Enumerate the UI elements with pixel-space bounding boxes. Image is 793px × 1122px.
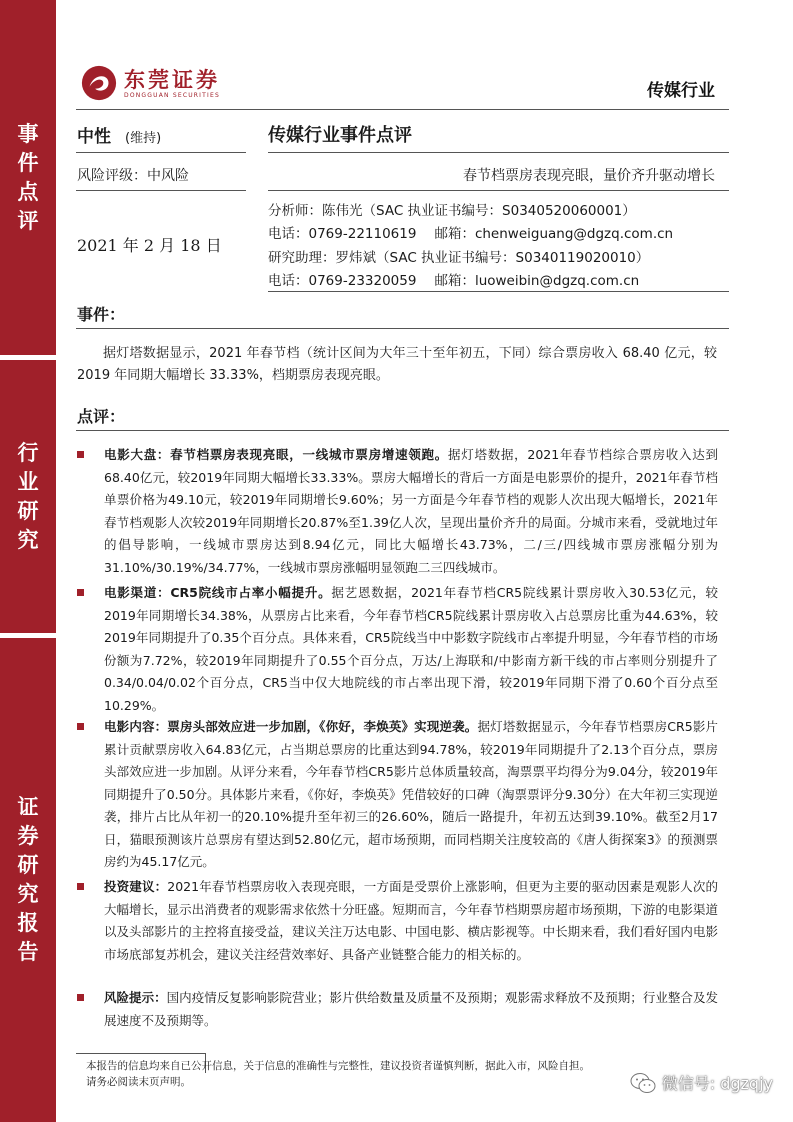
bullet-text: 国内疫情反复影响影院营业；影片供给数量及质量不及预期；观影需求释放不及预期；行业整合及发展速度不及预期等。 [104, 990, 718, 1028]
analyst-email: 邮箱：chenweiguang@dgzq.com.cn [434, 226, 674, 242]
assistant-phone: 电话：0769-23320059 [268, 273, 417, 289]
analyst-phone: 电话：0769-22110619 [268, 226, 417, 242]
bullet-square-icon [77, 994, 84, 1001]
bullet-lead: 电影渠道：CR5院线市占率小幅提升。 [104, 585, 332, 600]
wechat-id: 微信号: dgzqjy [661, 1074, 773, 1093]
bullet-text: 据灯塔数据显示，今年春节档票房CR5影片累计贡献票房收入64.83亿元，占当期总票房的比重达到94.78%，较2019年同期提升了2.13个百分点，票房头部效应进一步加剧。从评分来看，今年春节档CR5影片总体质量较高，淘票票平均得分为9.04分，较2019年同期提升了0.50分。具体影片来看，《你好，李焕英》凭借较好的口碑（淘票票评分9.30分）在大年初三实现逆袭，排片占比从年初一的20.10%提升至年初三的26.60%，随后一路提升，年初五达到39.10%。截至2月17日，猫眼预测该片总票房有望达到52.80亿元，超市场预期，而同档期关注度较高的《唐人街探案3》的预测票房约为45.17亿元。 [104, 719, 718, 869]
comment-bullet-investment [77, 876, 718, 966]
sidebar-block-securities-report [0, 638, 56, 1122]
sidebar-label: 事件点评 [17, 121, 39, 233]
analyst-line: 分析师：陈伟光（SAC 执业证书编号：S0340520060001） [268, 203, 636, 219]
logo-name-cn: 东莞证券 [124, 66, 220, 92]
sidebar-block-industry-research [0, 360, 56, 633]
assistant-contact [268, 269, 639, 289]
sidebar-label: 行业研究 [17, 440, 39, 552]
industry-label: 传媒行业 [647, 81, 715, 101]
disclaimer [86, 1058, 646, 1090]
comment-heading: 点评： [77, 407, 126, 426]
bullet-square-icon [77, 589, 84, 596]
rating [77, 122, 161, 147]
rating-note: (维持) [125, 131, 162, 146]
sidebar-label: 证券研究报告 [17, 795, 39, 964]
company-logo [80, 64, 220, 102]
comment-bullet-channel [77, 582, 718, 717]
bullet-lead: 风险提示： [104, 990, 167, 1005]
wechat-icon [630, 1072, 656, 1094]
divider [76, 190, 246, 191]
bullet-square-icon [77, 883, 84, 890]
bullet-text: 据灯塔数据，2021年春节档综合票房收入达到68.40亿元，较2019年同期大幅增长33.33%。票房大幅增长的背后一方面是电影票价的提升，2021年春节档单票价格为49.10元，较2019年同期增长9.60%；另一方面是今年春节档的观影人次出现大幅增长，2021年春节档观影人次较2019年同期增长20.87%至1.39亿人次，呈现出量价齐升的局面。分城市来看，受就地过年的倡导影响，一线城市票房达到8.94亿元，同比大幅增长43.73%，二/三/四线城市票房涨幅分别为31.10%/30.19%/34.77%，一线城市票房涨幅明显领跑二三四线城市。 [104, 447, 718, 575]
divider [268, 291, 729, 292]
bullet-text: 据艺恩数据，2021年春节档CR5院线累计票房收入30.53亿元，较2019年同期增长34.38%，从票房占比来看，今年春节档CR5院线累计票房收入占总票房比重为44.63%，较2019年同期提升了0.35个百分点。具体来看，CR5院线当中中影数字院线市占率提升明显，今年春节档的市场份额为7.72%，较2019年同期提升了0.55个百分点，万达/上海联和/中影南方新干线的市占率则分别提升了0.34/0.04/0.02个百分点，CR5当中仅大地院线的市占率出现下滑，较2019年同期下滑了0.60个百分点至10.29%。 [104, 585, 719, 713]
assistant-email: 邮箱：luoweibin@dgzq.com.cn [434, 273, 640, 289]
bullet-square-icon [77, 451, 84, 458]
analyst-contact [268, 222, 673, 242]
risk-rating: 风险评级：中风险 [77, 168, 189, 184]
event-heading: 事件： [77, 305, 126, 324]
disclaimer-line: 请务必阅读末页声明。 [86, 1076, 191, 1088]
bullet-lead: 投资建议： [104, 879, 168, 894]
divider [76, 430, 729, 431]
divider [268, 152, 729, 153]
event-text: 据灯塔数据显示，2021 年春节档（统计区间为大年三十至年初五，下同）综合票房收入 68.40 亿元，较 2019 年同期大幅增长 33.33%，档期票房表现亮眼。 [77, 346, 717, 383]
bullet-text: 2021年春节档票房收入表现亮眼，一方面是受票价上涨影响，但更为主要的驱动因素是观影人次的大幅增长，显示出消费者的观影需求依然十分旺盛。短期而言，今年春节档期票房超市场预期，下游的电影渠道以及头部影片的主控将直接受益，建议关注万达电影、中国电影、横店影视等。中长期来看，我们看好国内电影市场底部复苏机会，建议关注经营效率好、具备产业链整合能力的相关标的。 [104, 879, 718, 962]
report-date: 2021 年 2 月 18 日 [77, 236, 222, 255]
divider [76, 152, 246, 153]
bullet-lead: 电影内容：票房头部效应进一步加剧，《你好，李焕英》实现逆袭。 [104, 719, 478, 734]
bullet-lead: 电影大盘：春节档票房表现亮眼，一线城市票房增速领跑。 [104, 447, 449, 462]
assistant-line: 研究助理：罗炜斌（SAC 执业证书编号：S0340119020010） [268, 250, 650, 266]
disclaimer-line: 本报告的信息均来自已公开信息，关于信息的准确性与完整性，建议投资者谨慎判断，据此入市，风险自担。 [86, 1060, 590, 1072]
page-title: 传媒行业事件点评 [268, 125, 412, 146]
header-divider [76, 109, 729, 110]
bullet-square-icon [77, 723, 84, 730]
wechat-watermark [630, 1071, 773, 1094]
report-subtitle: 春节档票房表现亮眼，量价齐升驱动增长 [463, 168, 715, 184]
logo-swirl-icon [80, 64, 118, 102]
sidebar [0, 0, 56, 1122]
comment-bullet-market [77, 444, 718, 579]
divider [76, 328, 729, 329]
comment-bullet-risk [77, 987, 718, 1032]
divider [268, 190, 729, 191]
sidebar-block-event-review [0, 0, 56, 355]
rating-value: 中性 [77, 127, 111, 147]
logo-name-en: DONGGUAN SECURITIES [124, 91, 220, 99]
comment-bullet-content [77, 716, 718, 874]
